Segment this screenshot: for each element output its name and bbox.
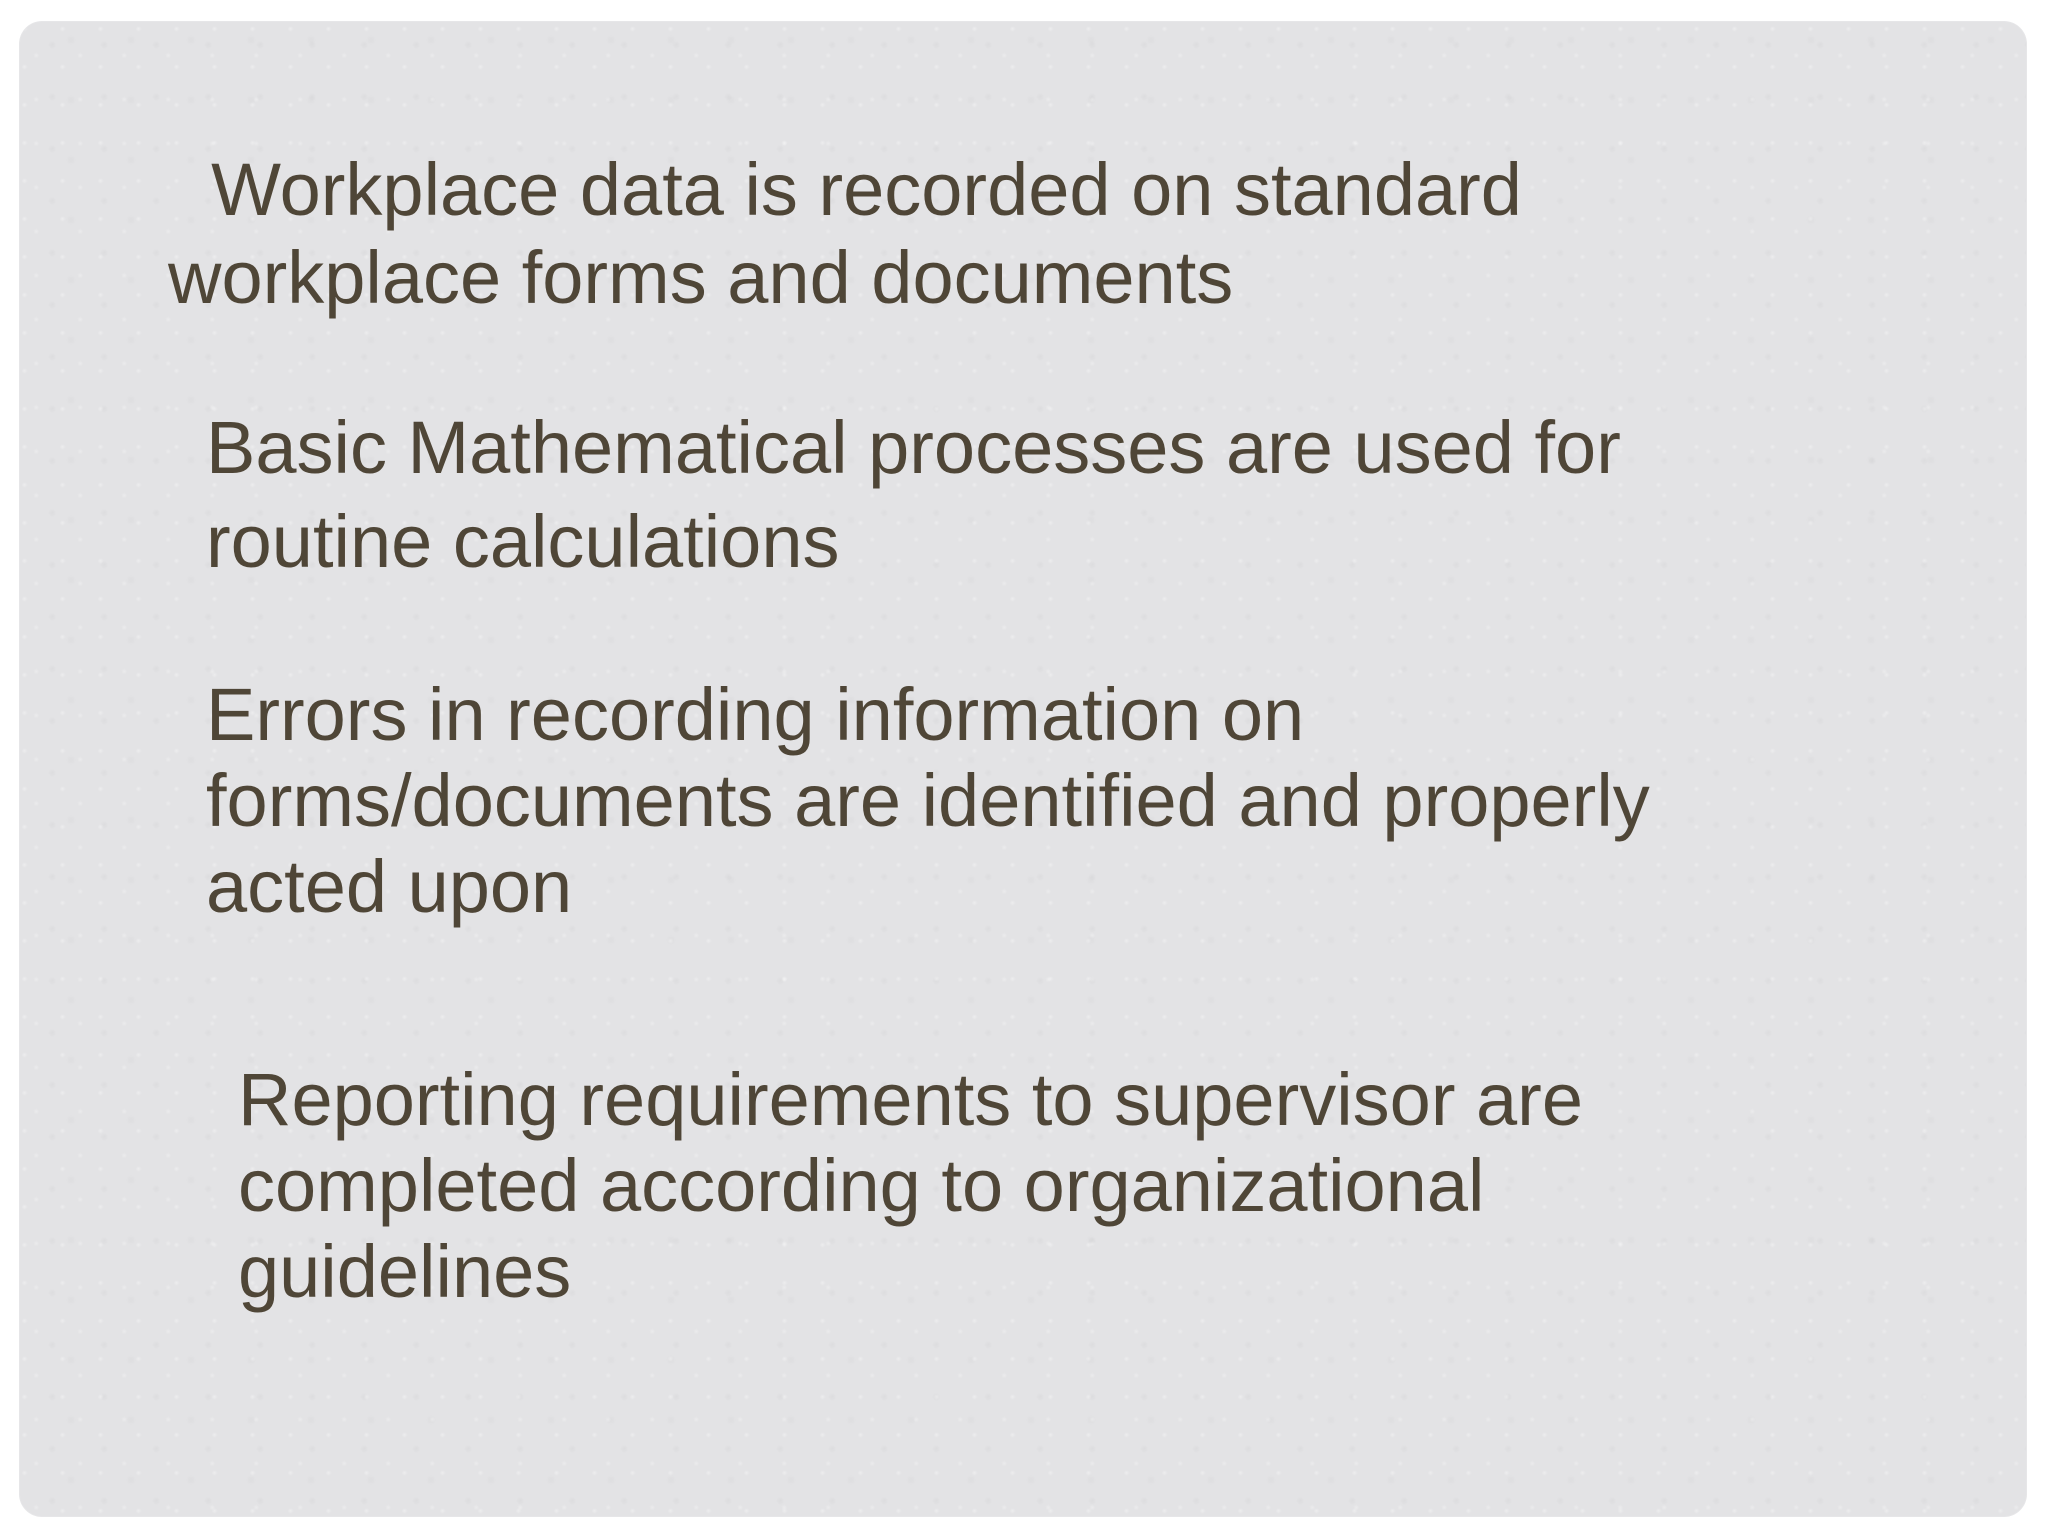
- point-reporting-requirements: [238, 1057, 1583, 1315]
- point-line: guidelines: [238, 1230, 572, 1313]
- slide-card: [20, 22, 2026, 1516]
- point-line: routine calculations: [206, 500, 840, 583]
- point-line: Errors in recording information on: [206, 673, 1305, 756]
- point-line: workplace forms and documents: [168, 236, 1234, 319]
- point-basic-math: [206, 404, 1621, 586]
- point-line: Reporting requirements to supervisor are: [238, 1058, 1583, 1141]
- point-line: Basic Mathematical processes are used for: [206, 406, 1621, 489]
- point-line: acted upon: [206, 845, 573, 928]
- point-line: forms/documents are identified and properly: [206, 759, 1650, 842]
- point-errors-recording: [206, 672, 1650, 930]
- point-line: Workplace data is recorded on standard: [170, 148, 1522, 231]
- point-workplace-data: [170, 146, 1522, 322]
- point-line: completed according to organizational: [238, 1144, 1485, 1227]
